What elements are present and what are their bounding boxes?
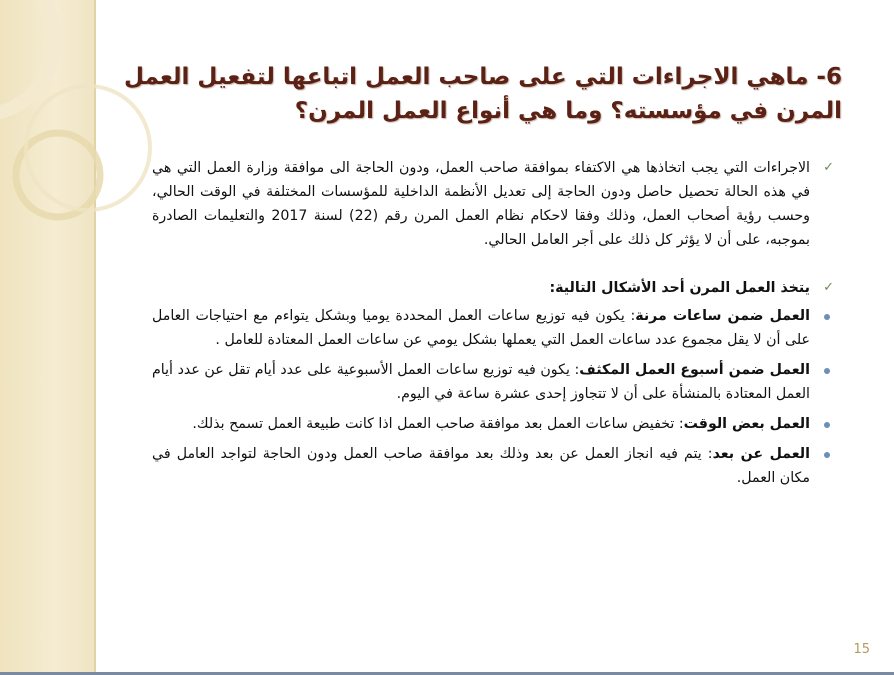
bullet-text: : يكون فيه توزيع ساعات العمل الأسبوعية على عدد أيام تقل عن عدد أيام العمل المعتادة بالمنشأة على أن لا تتجاوز إحدى عشرة ساعة في اليوم. [152,362,810,402]
side-divider [94,0,96,675]
slide-body [152,156,834,496]
check-icon: ✓ [823,160,834,175]
procedures-paragraph [152,156,834,252]
bullet-dot-icon [824,314,830,320]
bullet-term: العمل ضمن أسبوع العمل المكثف [579,362,810,378]
bullet-dot-icon [824,452,830,458]
list-item [152,442,834,490]
list-item [152,358,834,406]
bullet-text: : تخفيض ساعات العمل بعد موافقة صاحب العمل اذا كانت طبيعة العمل تسمح بذلك. [192,416,684,432]
bullet-term: العمل عن بعد [712,446,810,462]
bullet-term: العمل بعض الوقت [683,416,810,432]
bullet-dot-icon [824,368,830,374]
procedures-text: الاجراءات التي يجب اتخاذها هي الاكتفاء بموافقة صاحب العمل، ودون الحاجة الى موافقة وزارة العمل التي هي في هذه الحالة تحصيل حاصل ودون الحاجة إلى تعديل الأنظمة الداخلية للمؤسسات المختلفة في الوقت الحالي، وحسب رؤية أصحاب العمل، وذلك وفقا لاحكام نظام العمل المرن رقم (22) لسنة 2017 والتعليمات الصادرة بموجبه، على أن لا يؤثر كل ذلك على أجر العامل الحالي. [152,160,811,248]
forms-heading [152,276,834,300]
list-item [152,412,834,436]
bullet-dot-icon [824,422,830,428]
page-number: 15 [853,642,870,657]
bullet-text: : يتم فيه انجاز العمل عن بعد وذلك بعد موافقة صاحب العمل ودون الحاجة لتواجد العامل في مكان العمل. [152,446,810,486]
decorative-side-panel [0,0,94,675]
check-icon: ✓ [823,280,834,295]
bullet-term: العمل ضمن ساعات مرنة [635,308,810,324]
slide-title: 6- ماهي الاجراءات التي على صاحب العمل اتباعها لتفعيل العمل المرن في مؤسسته؟ وما هي أنواع العمل المرن؟ [123,64,842,124]
list-item [152,304,834,352]
bullet-text: : يكون فيه توزيع ساعات العمل المحددة يوميا وبشكل يتواءم مع احتياجات العامل على أن لا يقل مجموع عدد ساعات العمل التي يعملها بشكل يومي عن ساعات العمل المعتادة للعامل . [152,308,810,348]
forms-heading-text: يتخذ العمل المرن أحد الأشكال التالية: [549,280,810,296]
